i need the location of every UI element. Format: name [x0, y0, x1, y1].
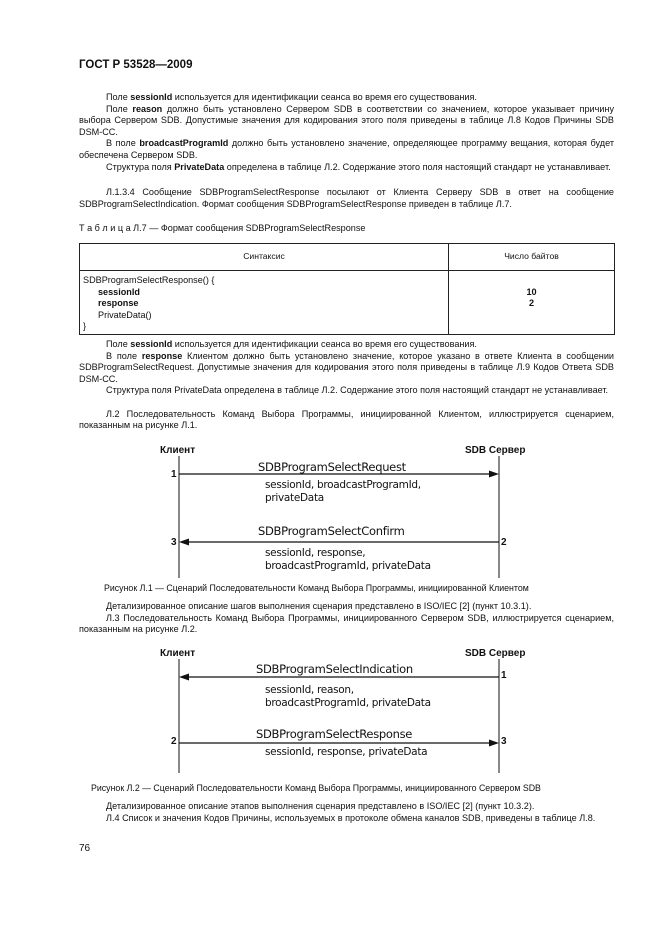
fig1-step-1: 1: [171, 469, 177, 480]
paragraph-reason: Поле reason должно быть установлено Сервером SDB в соответствии со значением, которое указывает причину выбора Сервером SDB. Допустимые значения для кодирования этого поля приведены в таблице Л.8 Кодов Причины SDB DSM-CC.: [79, 103, 614, 137]
paragraph-l2: Л.2 Последовательность Команд Выбора Программы, инициированной Клиентом, иллюстрируется сценарием, показанным на рисунке Л.1.: [79, 408, 614, 431]
bytes-line: 2: [528, 298, 535, 309]
request-arrowhead: [489, 471, 499, 478]
message-format-table: [79, 243, 615, 335]
fig2-step-2: 2: [171, 736, 177, 747]
paragraph-fig2-detail: Детализированное описание этапов выполнения сценария представлено в ISO/IEC [2] (пункт 10.3.2).: [106, 801, 535, 811]
fig1-msg1-params: sessionId, broadcastProgramId, privateData: [265, 479, 421, 504]
table-header-syntax: Синтаксис: [80, 244, 449, 271]
table-caption: Т а б л и ц а Л.7 — Формат сообщения SDBProgramSelectResponse: [79, 223, 366, 233]
bytes-line: [452, 275, 611, 287]
indication-arrowhead: [179, 674, 189, 681]
bytes-cell: [449, 271, 615, 335]
fig2-step-1: 1: [501, 670, 507, 681]
syntax-line: sessionId: [98, 286, 140, 297]
fig2-client-label: Клиент: [160, 648, 196, 659]
bytes-line: 10: [526, 286, 537, 297]
paragraph-sessionid: Поле sessionId используется для идентификации сеанса во время его существования.: [106, 92, 477, 102]
fig2-step-3: 3: [501, 736, 507, 747]
fig1-msg2-params: sessionId, response, broadcastProgramId, privateData: [265, 547, 431, 572]
syntax-line: PrivateData(): [98, 309, 152, 320]
page-header: ГОСТ Р 53528—2009: [79, 59, 193, 71]
syntax-line: response: [98, 298, 139, 309]
paragraph-l3: Л.3 Последовательность Команд Выбора Программы, инициированного Сервером SDB, иллюстрируется сценарием, показанным на рисунке Л.2.: [79, 612, 614, 635]
paragraph-fig1-detail: Детализированное описание шагов выполнения сценария представлено в ISO/IEC [2] (пункт 10.3.1).: [106, 601, 532, 611]
table-body-row: [80, 271, 615, 335]
paragraph-broadcastprogramid: В поле broadcastProgramId должно быть установлено значение, определяющее программу вещания, которая будет обеспечена Сервером SDB.: [79, 138, 615, 160]
fig1-step-3: 3: [171, 537, 177, 548]
fig1-msg2-title: SDBProgramSelectConfirm: [258, 524, 405, 538]
figure-1-caption: Рисунок Л.1 — Сценарий Последовательности Команд Выбора Программы, инициированной Клиентом: [104, 583, 529, 593]
paragraph-l4: Л.4 Список и значения Кодов Причины, используемых в протоколе обмена каналов SDB, приведены в таблице Л.8.: [106, 812, 596, 823]
fig2-server-label: SDB Сервер: [465, 648, 526, 659]
syntax-cell: [80, 271, 449, 335]
paragraph-privatedata: Структура поля PrivateData определена в таблице Л.2. Содержание этого поля настоящий стандарт не устанавливает.: [106, 161, 611, 172]
paragraph-sessionid-2: Поле sessionId используется для идентификации сеанса во время его существования.: [106, 339, 477, 349]
fig1-msg1-title: SDBProgramSelectRequest: [258, 460, 406, 474]
fig2-msg1-title: SDBProgramSelectIndication: [256, 662, 413, 676]
fig2-msg2-params: sessionId, response, privateData: [265, 746, 428, 758]
fig2-msg1-params: sessionId, reason, broadcastProgramId, privateData: [265, 684, 431, 709]
fig1-step-2: 2: [501, 537, 507, 548]
paragraph-response: В поле response Клиентом должно быть установлено значение, которое указано в ответе Клиента в сообщении SDBProgramSelectRequest. Допустимые значения для кодирования этого поля приведены в таблице Л.9 Кодов Ответа SDB DSM-CC.: [79, 350, 614, 384]
fig1-client-label: Клиент: [160, 445, 196, 456]
fig1-server-label: SDB Сервер: [465, 445, 526, 456]
paragraph-l1-3-4: Л.1.3.4 Сообщение SDBProgramSelectResponse посылают от Клиента Серверу SDB в ответ на сообщение SDBProgramSelectIndication. Формат сообщения SDBProgramSelectResponse приведен в таблице Л.7.: [79, 187, 614, 209]
paragraph-privatedata-2: Структура поля PrivateData определена в таблице Л.2. Содержание этого поля настоящий стандарт не устанавливает.: [106, 385, 609, 396]
response-arrowhead: [489, 740, 499, 747]
page-number: 76: [79, 843, 91, 854]
syntax-line: SDBProgramSelectResponse() {: [83, 275, 215, 285]
syntax-line: }: [83, 321, 87, 332]
confirm-arrowhead: [179, 539, 189, 546]
figure-2-caption: Рисунок Л.2 — Сценарий Последовательности Команд Выбора Программы, инициированного Сервером SDB: [91, 783, 541, 793]
fig2-msg2-title: SDBProgramSelectResponse: [256, 727, 413, 741]
table-header-bytes: Число байтов: [449, 244, 615, 271]
